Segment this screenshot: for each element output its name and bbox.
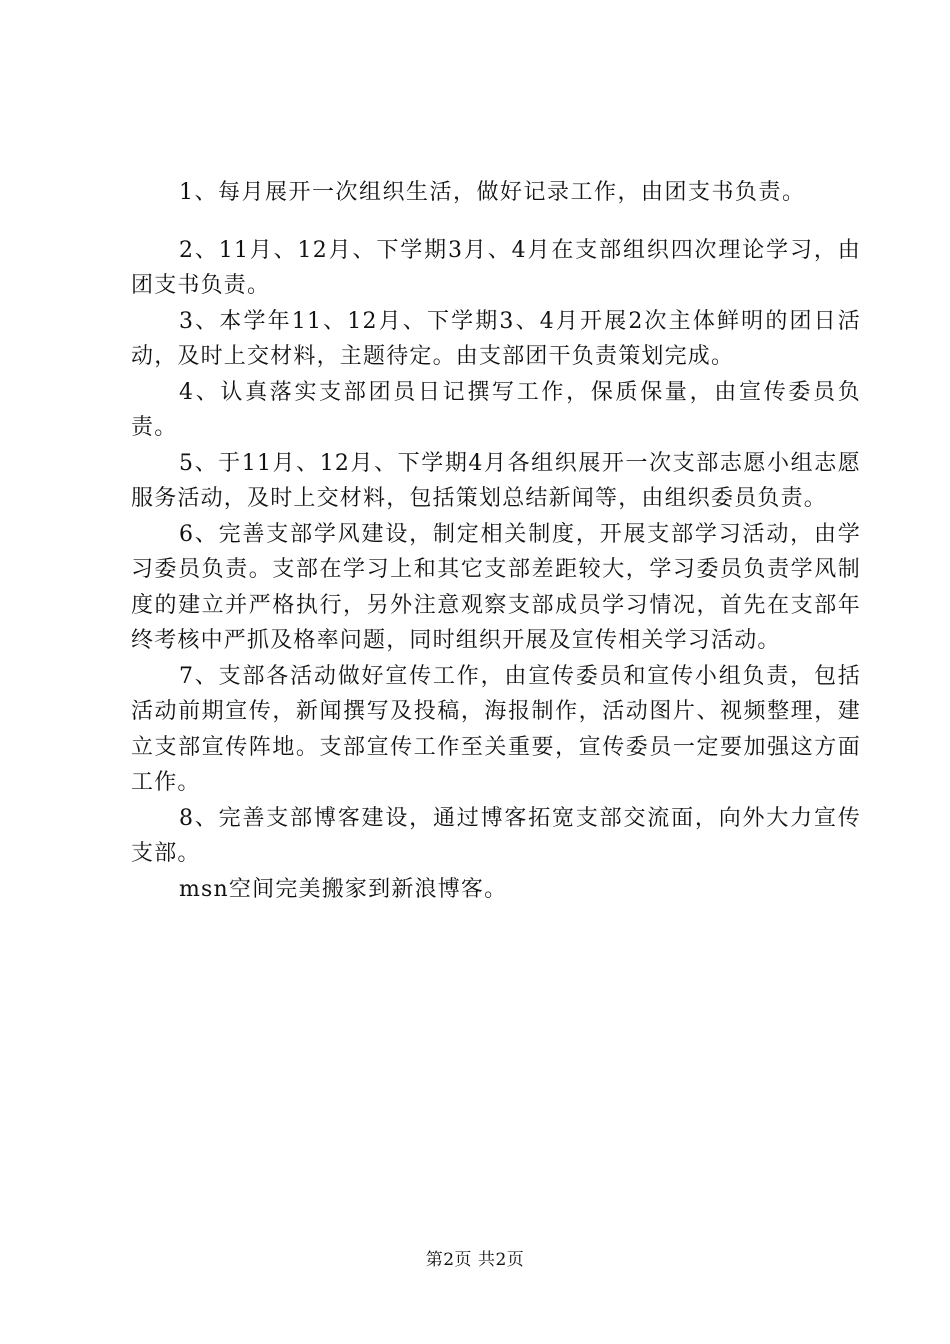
paragraph-item-4: 4、认真落实支部团员日记撰写工作，保质保量，由宣传委员负责。 [131, 379, 861, 440]
paragraph-item-1: 1、每月展开一次组织生活，做好记录工作，由团支书负责。 [179, 180, 806, 205]
paragraph-item-9: msn空间完美搬家到新浪博客。 [179, 876, 508, 902]
paragraph-item-7: 7、支部各活动做好宣传工作，由宣传委员和宣传小组负责，包括活动前期宣传，新闻撰写及投稿，海报制作，活动图片、视频整理，建立支部宣传阵地。支部宣传工作至关重要，宣传委员一定要加强这方面工作。 [131, 663, 861, 795]
document-body [131, 175, 861, 907]
paragraph-item-8: 8、完善支部博客建设，通过博客拓宽支部交流面，向外大力宣传支部。 [131, 805, 861, 866]
paragraph-item-2: 2、11月、12月、下学期3月、4月在支部组织四次理论学习，由团支书负责。 [131, 237, 861, 298]
paragraph-item-5: 5、于11月、12月、下学期4月各组织展开一次支部志愿小组志愿服务活动，及时上交材料，包括策划总结新闻等，由组织委员负责。 [131, 450, 861, 511]
paragraph-item-3: 3、本学年11、12月、下学期3、4月开展2次主体鲜明的团日活动，及时上交材料，主题待定。由支部团干负责策划完成。 [131, 308, 861, 369]
page-number-footer: 第2页 共2页 [425, 1250, 525, 1270]
paragraph-item-6: 6、完善支部学风建设，制定相关制度，开展支部学习活动，由学习委员负责。支部在学习上和其它支部差距较大，学习委员负责学风制度的建立并严格执行，另外注意观察支部成员学习情况，首先在支部年终考核中严抓及格率问题，同时组织开展及宣传相关学习活动。 [131, 521, 861, 653]
